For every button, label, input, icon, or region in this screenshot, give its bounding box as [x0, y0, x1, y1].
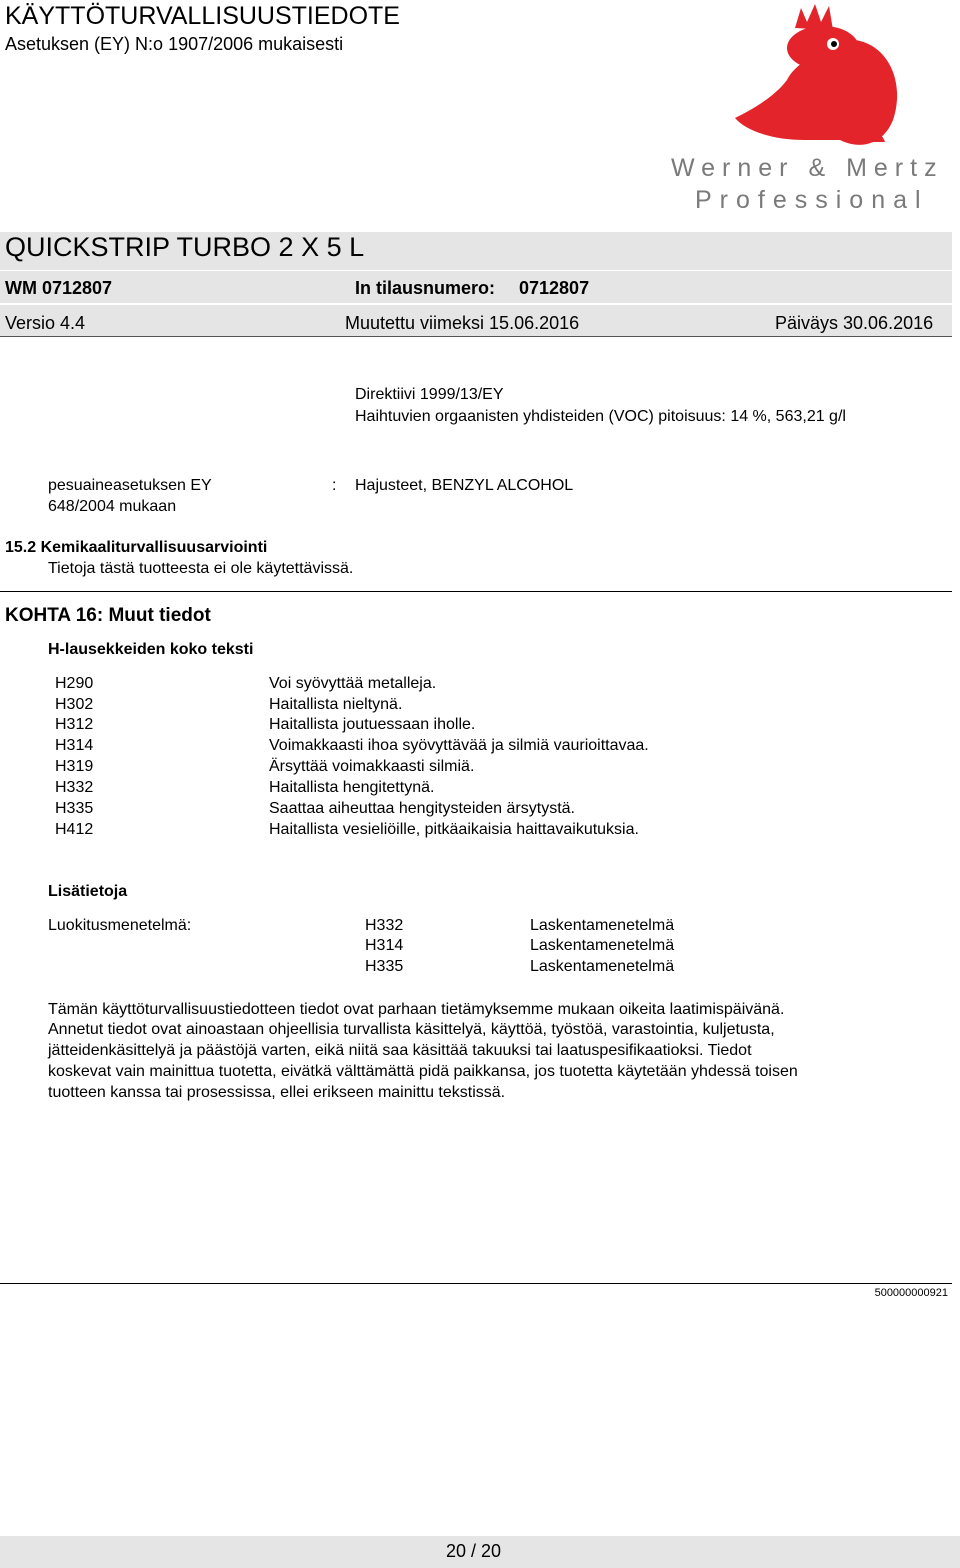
classification-code: H332 — [365, 917, 404, 934]
disclaimer-line: jätteidenkäsittelyä ja päästöjä varten, eikä niitä saa käsittää takuuksi tai laatuspesifikaatioksi. Tiedot — [48, 1042, 752, 1059]
h-code: H314 — [55, 737, 94, 754]
disclaimer-line: koskevat vain mainittua tuotetta, eivätkä välttämättä pidä paikkansa, jos tuotetta käytetään yhdessä toisen — [48, 1063, 798, 1080]
detergent-value: Hajusteet, BENZYL ALCOHOL — [355, 477, 574, 494]
footer-divider — [0, 1283, 952, 1284]
issue-date: Päiväys 30.06.2016 — [775, 313, 934, 333]
order-number-label: In tilausnumero: — [355, 278, 496, 298]
h-code: H335 — [55, 800, 94, 817]
classification-code: H314 — [365, 937, 404, 954]
document-subtitle: Asetuksen (EY) N:o 1907/2006 mukaisesti — [5, 34, 344, 54]
h-code: H312 — [55, 716, 94, 733]
disclaimer-line: Annetut tiedot ovat ainoastaan ohjeellisia turvallista käsittelyä, käyttöä, työstöä, varastointia, kuljetusta, — [48, 1021, 775, 1038]
modified-date: Muutettu viimeksi 15.06.2016 — [345, 313, 580, 333]
classification-label: Luokitusmenetelmä: — [48, 917, 192, 934]
h-text: Saattaa aiheuttaa hengitysteiden ärsytystä. — [269, 800, 575, 817]
h-code: H290 — [55, 675, 94, 692]
voc-directive: Direktiivi 1999/13/EY — [355, 386, 504, 403]
section-divider — [0, 591, 952, 592]
h-code: H302 — [55, 696, 94, 713]
section-15-2-text: Tietoja tästä tuotteesta ei ole käytettävissä. — [48, 560, 354, 577]
wm-number: WM 0712807 — [5, 278, 113, 298]
additional-info-heading: Lisätietoja — [48, 883, 128, 900]
h-text: Voimakkaasti ihoa syövyttävää ja silmiä vaurioittavaa. — [269, 737, 649, 754]
document-number: 500000000921 — [874, 1287, 948, 1299]
h-text: Ärsyttää voimakkaasti silmiä. — [269, 758, 475, 775]
classification-method: Laskentamenetelmä — [530, 958, 675, 975]
classification-method: Laskentamenetelmä — [530, 917, 675, 934]
h-code: H412 — [55, 821, 94, 838]
classification-code: H335 — [365, 958, 404, 975]
h-text: Haitallista nieltynä. — [269, 696, 403, 713]
detergent-colon: : — [332, 477, 337, 494]
h-text: Voi syövyttää metalleja. — [269, 675, 437, 692]
svg-text:Werner & Mertz: Werner & Mertz — [671, 154, 944, 182]
classification-method: Laskentamenetelmä — [530, 937, 675, 954]
h-statements-heading: H-lausekkeiden koko teksti — [48, 641, 254, 658]
h-code: H319 — [55, 758, 94, 775]
svg-text:Professional: Professional — [695, 186, 929, 214]
product-name: QUICKSTRIP TURBO 2 X 5 L — [5, 232, 365, 262]
page-number: 20 / 20 — [446, 1541, 502, 1561]
detergent-label-line2: 648/2004 mukaan — [48, 498, 177, 515]
disclaimer-line: Tämän käyttöturvallisuustiedotteen tiedot ovat parhaan tietämyksemme mukaan oikeita laatimispäivänä. — [48, 1001, 785, 1018]
section-15-2-heading: 15.2 Kemikaaliturvallisuusarviointi — [5, 539, 268, 556]
h-text: Haitallista hengitettynä. — [269, 779, 435, 796]
h-code: H332 — [55, 779, 94, 796]
section-16-heading: KOHTA 16: Muut tiedot — [5, 605, 211, 626]
document-title: KÄYTTÖTURVALLISUUSTIEDOTE — [5, 2, 400, 30]
voc-content: Haihtuvien orgaanisten yhdisteiden (VOC) pitoisuus: 14 %, 563,21 g/l — [355, 408, 846, 425]
werner-mertz-logo — [655, 0, 955, 220]
h-text: Haitallista vesieliöille, pitkäaikaisia haittavaikutuksia. — [269, 821, 639, 838]
disclaimer-line: tuotteen kanssa tai prosessissa, ellei erikseen mainittu tekstissä. — [48, 1084, 506, 1101]
order-number: 0712807 — [519, 278, 590, 298]
version: Versio 4.4 — [5, 313, 86, 333]
frog-king-icon — [655, 0, 955, 220]
h-text: Haitallista joutuessaan iholle. — [269, 716, 476, 733]
detergent-label-line1: pesuaineasetuksen EY — [48, 477, 212, 494]
